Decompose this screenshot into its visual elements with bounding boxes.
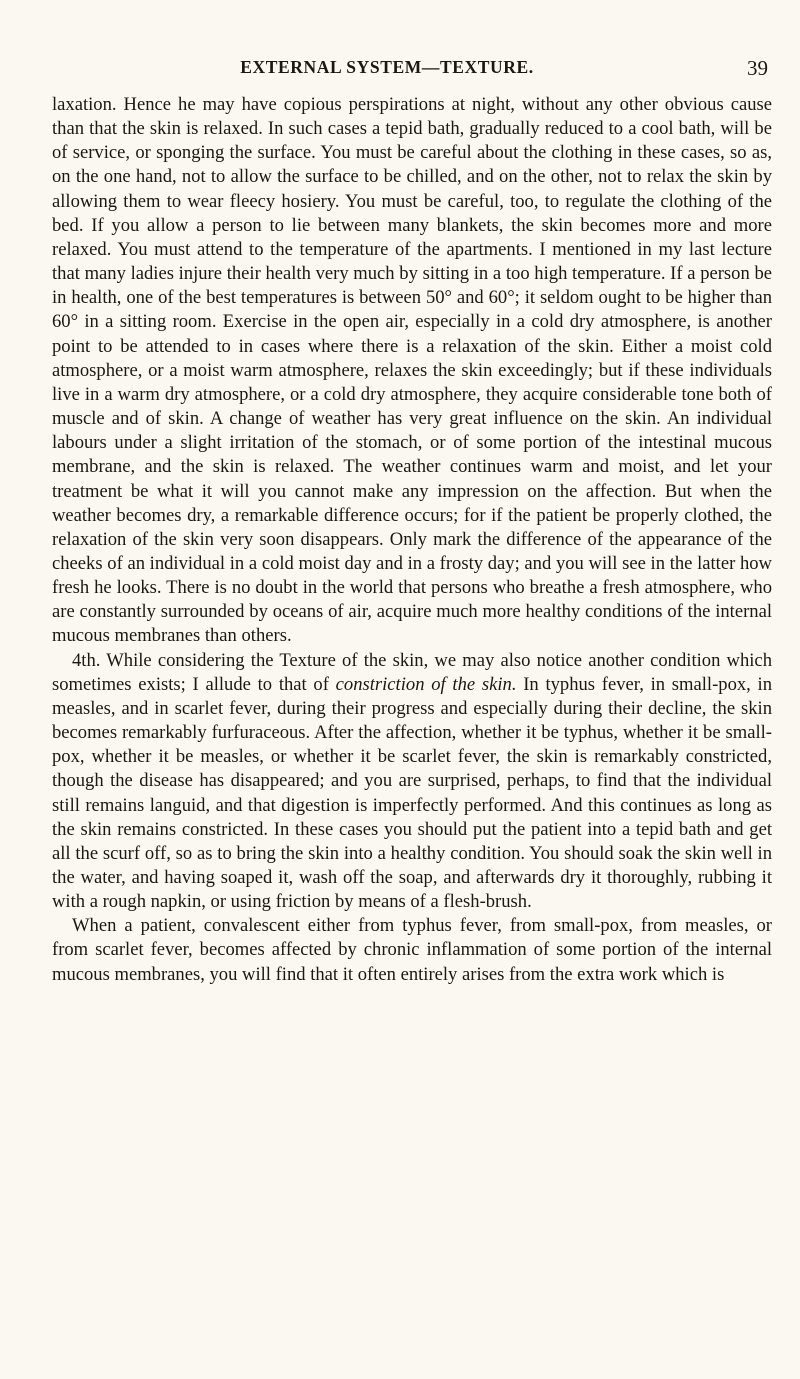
- running-header: [52, 57, 772, 83]
- running-title: EXTERNAL SYSTEM—TEXTURE.: [240, 57, 534, 77]
- paragraph-convalescent: When a patient, convalescent either from typhus fever, from small-pox, from measles, or from scarlet fever, becomes affected by chronic inflammation of some portion of the internal mucous membranes, you will find that it often entirely arises from the extra work which is: [52, 915, 772, 985]
- paragraph-continued: laxation. Hence he may have copious perspirations at night, without any other obvious cause than that the skin is relaxed. In such cases a tepid bath, gradually reduced to a cool bath, will be of service, or sponging the surface. You must be careful about the clothing in these cases, so as, on the one hand, not to allow the surface to be chilled, and on the other, not to relax the skin by allowing them to wear fleecy hosiery. You must be careful, too, to regulate the clothing of the bed. If you allow a person to lie between many blankets, the skin becomes more and more relaxed. You must attend to the temperature of the apartments. I mentioned in my last lecture that many ladies injure their health very much by sitting in a too high temperature. If a person be in health, one of the best temperatures is between 50° and 60°; it seldom ought to be higher than 60° in a sitting room. Exercise in the open air, especially in a cold dry atmosphere, is another point to be attended to in cases where there is a relaxation of the skin. Either a moist cold atmosphere, or a moist warm atmosphere, relaxes the skin exceedingly; but if these individuals live in a warm dry atmosphere, or a cold dry atmosphere, they acquire considerable tone both of muscle and of skin. A change of weather has very great influence on the skin. An individual labours under a slight irritation of the stomach, or of some portion of the intestinal mucous membrane, and the skin is relaxed. The weather continues warm and moist, and let your treatment be what it will you cannot make any impression on the affection. But when the weather becomes dry, a remarkable difference occurs; for if the patient be properly clothed, the relaxation of the skin very soon disappears. Only mark the difference of the appearance of the cheeks of an individual in a cold moist day and in a frosty day; and you will see in the latter how fresh he looks. There is no doubt in the world that persons who breathe a fresh atmosphere, who are constantly surrounded by oceans of air, acquire much more healthy conditions of the internal mucous membranes than others.: [52, 94, 772, 647]
- page-number: 39: [747, 56, 768, 80]
- body-text: [52, 93, 772, 987]
- italic-term: constriction of the skin.: [335, 673, 517, 695]
- paragraph-constriction: [52, 649, 772, 915]
- paragraph-text: 4th. While considering the Texture of the skin, we may also notice another condition which sometimes exists; I allude to that of: [52, 649, 772, 695]
- paragraph-text: In typhus fever, in small-pox, in measles, and in scarlet fever, during their progress and especially during their decline, the skin becomes remarkably furfuraceous. After the affection, whether it be typhus, whether it be small-pox, whether it be measles, or whether it be scarlet fever, the skin is remarkably constricted, though the disease has disappeared; and you are surprised, perhaps, to find that the individual still remains languid, and that digestion is imperfectly performed. And this continues as long as the skin remains constricted. In these cases you should put the patient into a tepid bath and get all the scurf off, so as to bring the skin into a healthy condition. You should soak the skin well in the water, and having soaped it, wash off the soap, and afterwards dry it thoroughly, rubbing it with a rough napkin, or using friction by means of a flesh-brush.: [52, 673, 773, 913]
